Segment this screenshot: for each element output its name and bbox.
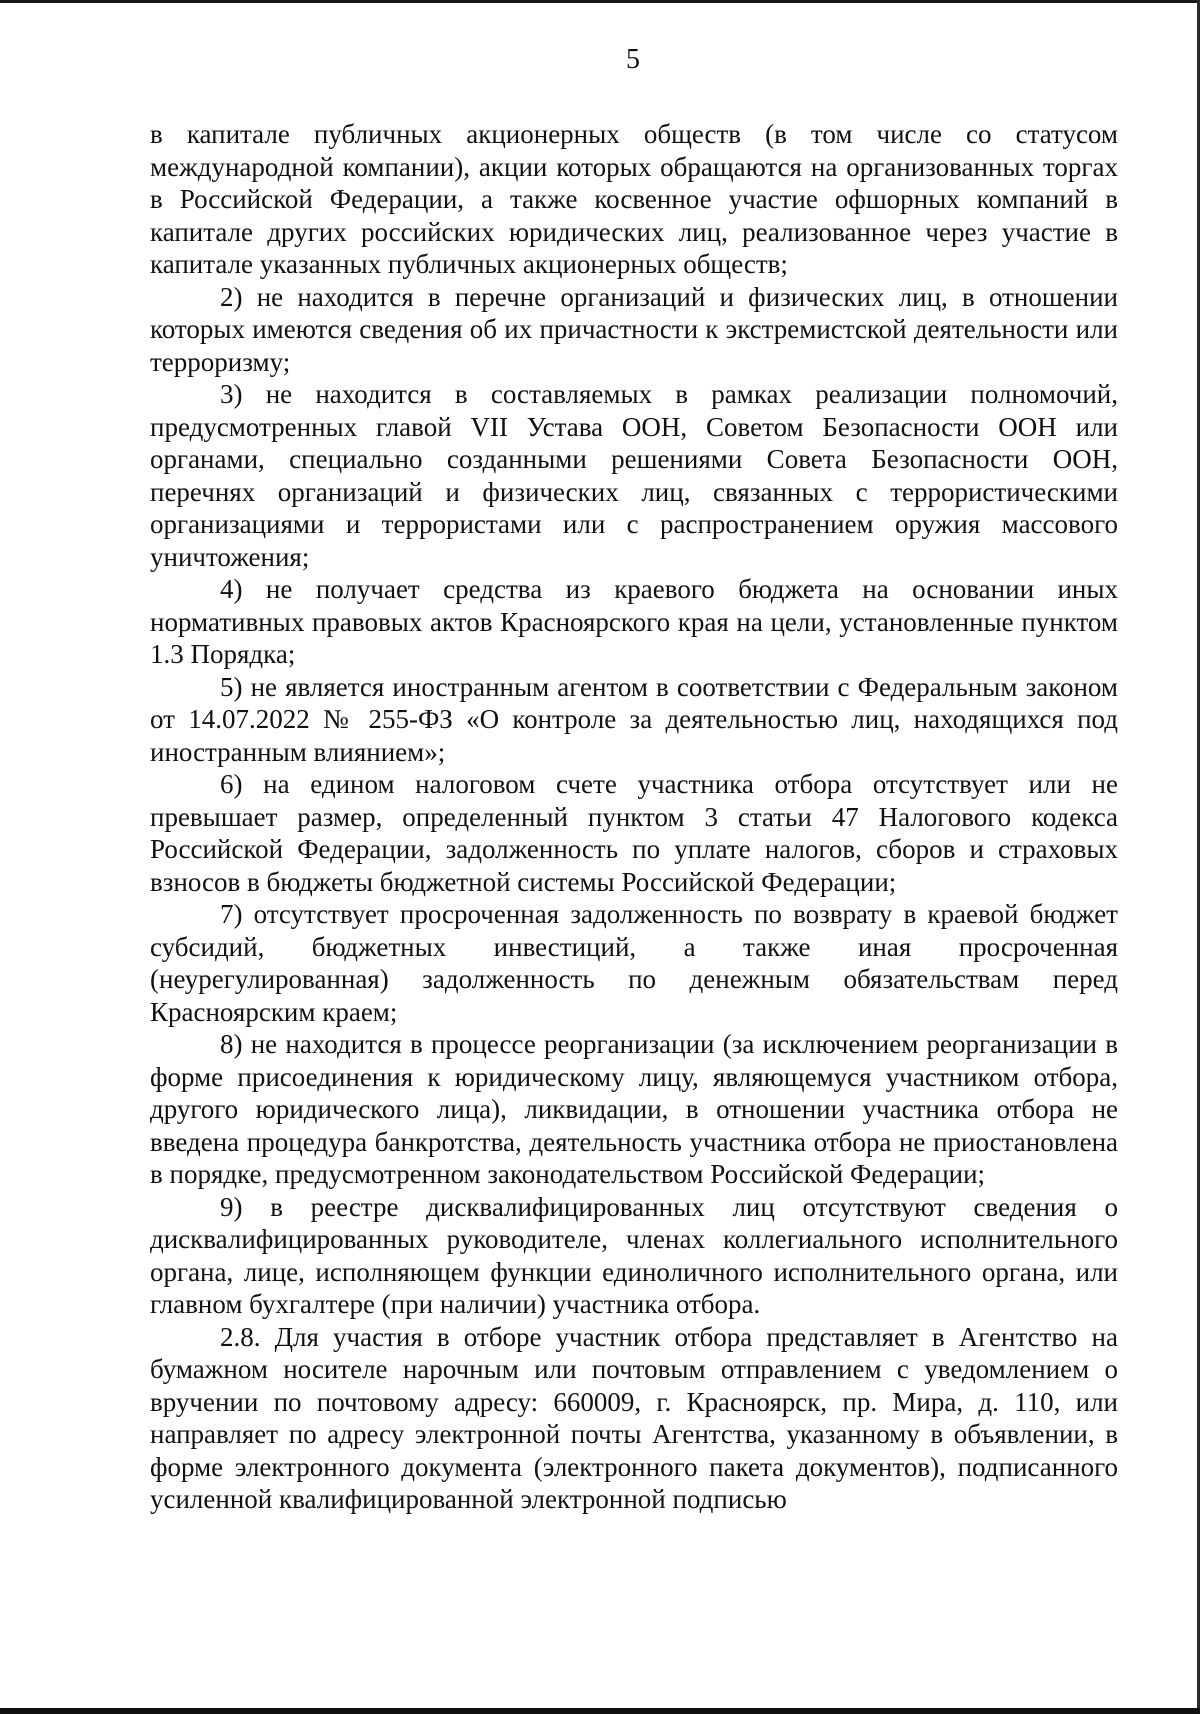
list-item-2: 2) не находится в перечне организаций и физических лиц, в отношении которых имеются сведения об их причастности к экстремистской деятельности или терроризму; [150,281,1118,377]
list-item-4: 4) не получает средства из краевого бюджета на основании иных нормативных правовых актов Красноярского края на цели, установленные пунктом 1.3 Порядка; [150,574,1118,669]
scan-border-top [0,0,1200,3]
list-item-7: 7) отсутствует просроченная задолженность по возврату в краевой бюджет субсидий, бюджетных инвестиций, а также иная просроченная (неурегулированная) задолженность по денежным обязательствам перед Красноярским краем; [150,899,1118,1027]
document-body [150,118,1118,1516]
page-number: 5 [626,44,640,75]
list-item-8: 8) не находится в процессе реорганизации (за исключением реорганизации в форме присоединения к юридическому лицу, являющемуся участником отбора, другого юридического лица), ликвидации, в отношении участника отбора не введена процедура банкротства, деятельность участника отбора не приостановлена в порядке, предусмотренном законодательством Российской Федерации; [150,1029,1118,1189]
list-item-5: 5) не является иностранным агентом в соответствии с Федеральным законом от 14.07.2022 № 255-ФЗ «О контроле за деятельностью лиц, находящихся под иностранным влиянием»; [150,671,1118,767]
list-item-9: 9) в реестре дисквалифицированных лиц отсутствуют сведения о дисквалифицированных руководителе, членах коллегиального исполнительного органа, лице, исполняющем функции единоличного исполнительного органа, или главном бухгалтере (при наличии) участника отбора. [150,1191,1118,1319]
list-item-3: 3) не находится в составляемых в рамках реализации полномочий, предусмотренных главой VII Устава ООН, Советом Безопасности ООН или органами, специально созданными решениями Совета Безопасности ООН, перечнях организаций и физических лиц, связанных с террористическими организациями и террористами или с распространением оружия массового уничтожения; [150,379,1118,572]
scan-border-bottom [0,1708,1200,1714]
paragraph-continuation: в капитале публичных акционерных обществ (в том числе со статусом международной компании), акции которых обращаются на организованных торгах в Российской Федерации, а также косвенное участие офшорных компаний в капитале других российских юридических лиц, реализованное через участие в капитале указанных публичных акционерных обществ; [150,119,1118,279]
section-2-8: 2.8. Для участия в отборе участник отбора представляет в Агентство на бумажном носителе нарочным или почтовым отправлением с уведомлением о вручении по почтовому адресу: 660009, г. Красноярск, пр. Мира, д. 110, или направляет по адресу электронной почты Агентства, указанному в объявлении, в форме электронного документа (электронного пакета документов), подписанного усиленной квалифицированной электронной подписью [150,1321,1118,1514]
list-item-6: 6) на едином налоговом счете участника отбора отсутствует или не превышает размер, определенный пунктом 3 статьи 47 Налогового кодекса Российской Федерации, задолженность по уплате налогов, сборов и страховых взносов в бюджеты бюджетной системы Российской Федерации; [150,769,1118,897]
